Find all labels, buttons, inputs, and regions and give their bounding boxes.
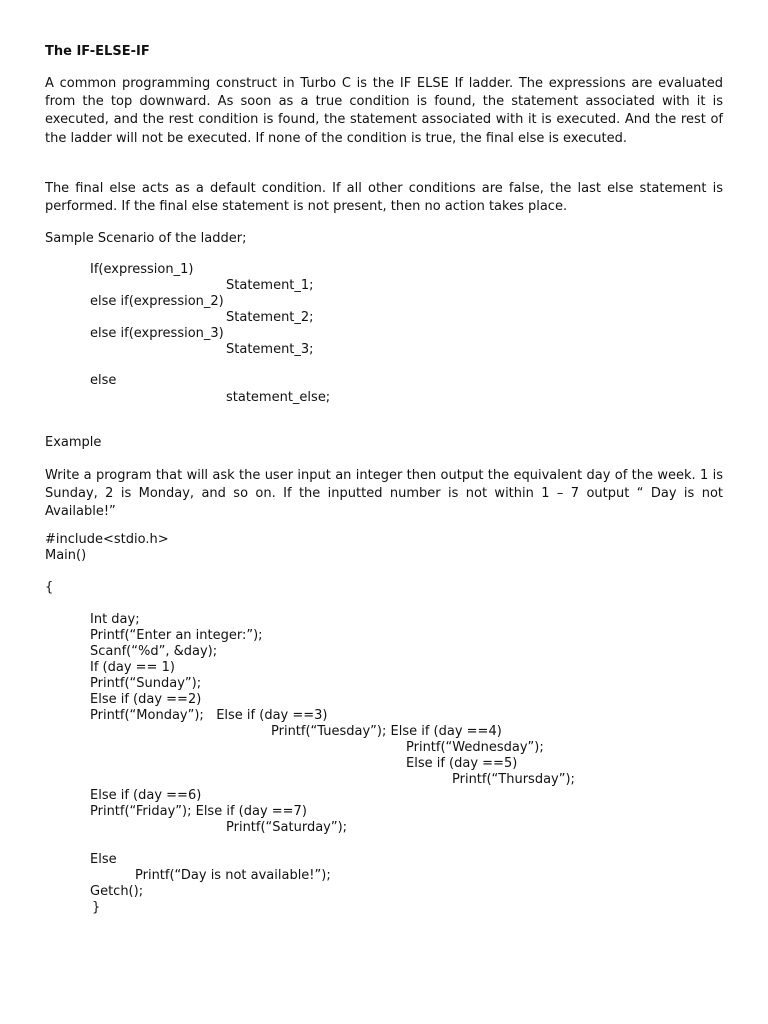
code-line: Scanf(“%d”, &day);	[90, 644, 218, 659]
code-line: Printf(“Monday”); Else if (day ==3)	[90, 708, 328, 723]
ladder-line: Statement_2;	[226, 310, 314, 325]
example-heading: Example	[45, 435, 102, 450]
code-line: Else if (day ==2)	[90, 692, 202, 707]
code-line: {	[45, 580, 54, 595]
code-line: Main()	[45, 548, 87, 563]
code-line: Printf(“Saturday”);	[226, 820, 348, 835]
ladder-line: If(expression_1)	[90, 262, 194, 277]
ladder-line: Statement_1;	[226, 278, 314, 293]
sample-scenario-label: Sample Scenario of the ladder;	[45, 231, 247, 246]
code-line: Printf(“Sunday”);	[90, 676, 202, 691]
code-line: Printf(“Thursday”);	[452, 772, 575, 787]
ladder-line: statement_else;	[226, 390, 331, 405]
code-line: Printf(“Tuesday”); Else if (day ==4)	[271, 724, 502, 739]
intro-paragraph: A common programming construct in Turbo C is the IF ELSE If ladder. The expressions are evaluated from the top downward. As soon as a true condition is found, the statement associated with it is executed, and the rest condition is found, the statement associated with it is executed. And the rest of the ladder will not be executed. If none of the condition is true, the final else is executed.	[45, 76, 723, 146]
ladder-line: Statement_3;	[226, 342, 314, 357]
document-title: The IF-ELSE-IF	[45, 44, 150, 59]
code-line: Printf(“Day is not available!”);	[135, 868, 331, 883]
code-line: Printf(“Enter an integer:”);	[90, 628, 263, 643]
ladder-line: else if(expression_2)	[90, 294, 224, 309]
code-line: Else if (day ==5)	[406, 756, 518, 771]
code-line: If (day == 1)	[90, 660, 175, 675]
ladder-line: else	[90, 373, 117, 388]
default-condition-paragraph: The final else acts as a default condition. If all other conditions are false, the last else statement is performed. If the final else statement is not present, then no action takes place.	[45, 181, 723, 215]
code-line: #include<stdio.h>	[45, 532, 169, 547]
code-line: Printf(“Wednesday”);	[406, 740, 544, 755]
code-line: Int day;	[90, 612, 140, 627]
code-line: }	[92, 900, 101, 915]
code-line: Printf(“Friday”); Else if (day ==7)	[90, 804, 307, 819]
example-text: Write a program that will ask the user input an integer then output the equivalent day of the week. 1 is Sunday, 2 is Monday, and so on. If the inputted number is not within 1 – 7 output “ Day is not Available!”	[45, 468, 723, 520]
ladder-line: else if(expression_3)	[90, 326, 224, 341]
code-line: Else	[90, 852, 117, 867]
code-line: Else if (day ==6)	[90, 788, 202, 803]
code-line: Getch();	[90, 884, 144, 899]
